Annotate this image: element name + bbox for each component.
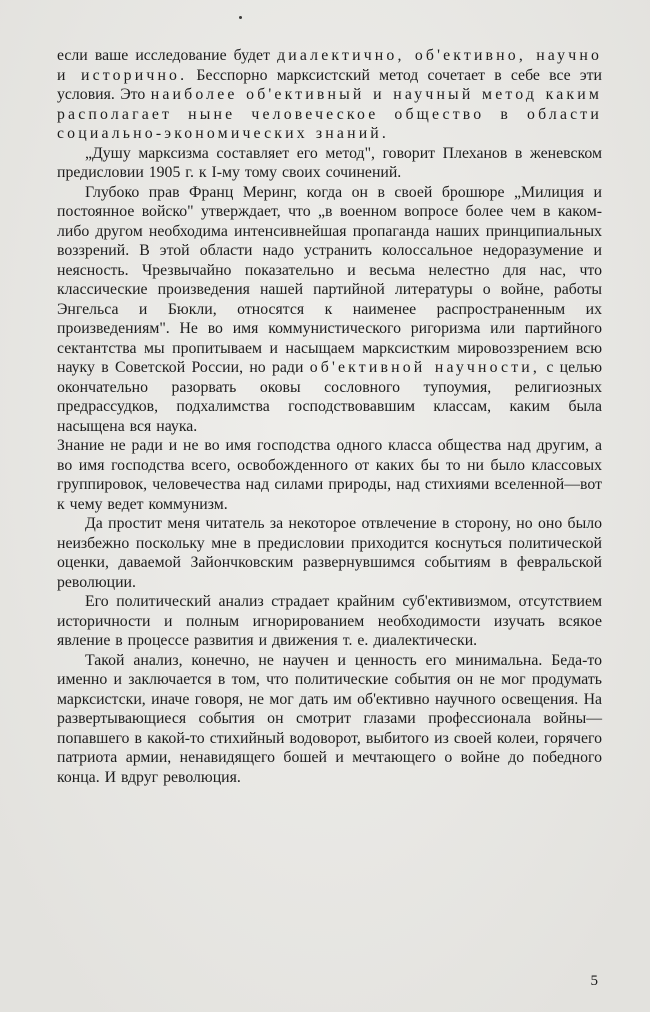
text-segment: Да простит меня читатель за некоторое отвлечение в сторону, но оно было неизбежно поскольку мне в предисловии приходится коснуться политической оценки, даваемой Зайончковским развернувшимся событиям в февральской революции. [57, 515, 602, 591]
paragraph [57, 514, 602, 592]
paragraph [57, 144, 602, 183]
text-segment: „Душу марксизма составляет его метод", говорит Плеханов в женевском предисловии 1905 г. к I-му тому своих сочинений. [57, 144, 602, 181]
emphasized-text-segment: диалектично, об'ективно, научно и исторично. [57, 47, 603, 84]
emphasized-text-segment: об'ективной научности, [309, 359, 541, 376]
page-number: 5 [590, 973, 598, 989]
text-segment: с целью окончательно разорвать оковы сословного тупоумия, религиозных предрассудков, подхалимства господствовавшим классам, каким была насыщена вся наука. [57, 359, 603, 435]
text-segment: Бесспорно марксистский метод сочетает в себе все эти условия. Это [57, 66, 603, 103]
paragraph [57, 436, 602, 514]
paragraph [57, 183, 602, 437]
scan-artifact-dot [239, 16, 242, 19]
text-segment: если ваше исследование будет [57, 47, 278, 64]
text-segment: Глубоко прав Франц Меринг, когда он в своей брошюре „Милиция и постоянное войско" утверждает, что „в военном вопросе более чем в каком-либо другом необходима интенсивнейшая пропаганда наших принципиальных воззрений. В этой области надо устранить колоссальное недоразумение и неясность. Чрезвычайно показательно и весьма нелестно для нас, что классические произведения нашей партийной литературы о войне, работы Энгельса и Бюкли, относятся к наименее распространенным их произведениям". Не во имя коммунистического ригоризма или партийного сектантства мы пропитываем и насыщаем марксистким мировоззрением всю науку в Советской России, но ради [57, 183, 602, 376]
paragraph [57, 46, 602, 144]
text-segment: Такой анализ, конечно, не научен и ценность его минимальна. Беда-то именно и заключается в том, что политические события он не мог продумать марксистски, иначе говоря, не мог дать им об'ективно научного освещения. На развертывающиеся события он смотрит глазами профессионала войны—попавшего в какой-то стихийный водоворот, выбитого из своей колеи, горячего патриота армии, ненавидящего бошей и мечтающего о войне до победного конца. И вдруг революция. [57, 651, 602, 786]
page-text [57, 46, 602, 787]
text-segment: Знание не ради и не во имя господства одного класса общества над другим, а во имя господства всего, освобожденного от каких бы то ни было классовых группировок, человечества над силами природы, над стихиями вселенной—вот к чему ведет коммунизм. [57, 437, 602, 513]
emphasized-text-segment: наиболее об'ективный и научный метод каким располагает ныне человеческое общество в области социально-экономических знаний. [57, 86, 602, 142]
text-segment: Его политический анализ страдает крайним суб'ективизмом, отсутствием историчности и полным игнорированием необходимости изучать всякое явление в процессе развития и движения т. е. диалектически. [57, 593, 602, 649]
paragraph [57, 592, 602, 651]
paragraph [57, 651, 602, 788]
